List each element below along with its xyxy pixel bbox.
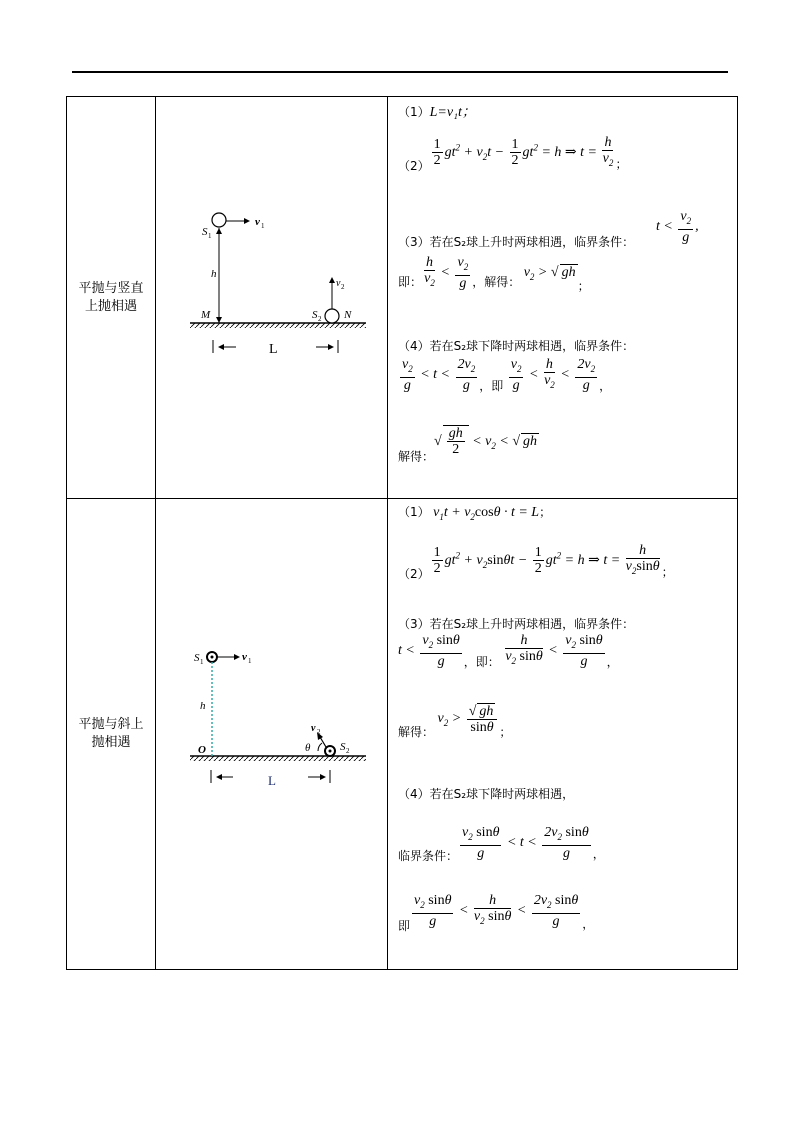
svg-text:1: 1 [208, 232, 212, 240]
arrow-right-icon [320, 774, 326, 780]
item-3: （3）若在S₂球上升时两球相遇，临界条件： [398, 235, 635, 249]
svg-text:1: 1 [200, 658, 204, 666]
formula-cell [388, 97, 738, 499]
arrow-v1-icon [244, 218, 250, 224]
svg-text:1: 1 [248, 657, 252, 665]
label-v2: v [336, 278, 341, 289]
label-l: L [268, 773, 276, 788]
label-s2: S [340, 741, 346, 753]
angle-arc [318, 743, 322, 751]
header-rule [72, 71, 728, 73]
row-label-cell [67, 97, 156, 499]
row-label: 平抛与斜上抛相遇 [78, 717, 144, 750]
table-row [67, 97, 738, 499]
diagram-horizontal-oblique [156, 499, 387, 965]
label-l: L [269, 342, 278, 357]
label-s1: S [194, 652, 200, 664]
arrow-left-icon [216, 774, 222, 780]
label-v2: v [311, 723, 316, 734]
arrow-v2-icon [329, 277, 335, 283]
arrow-right-icon [328, 344, 334, 350]
label-m: M [201, 309, 211, 321]
item-3-solution: 解得： $v_2$ > $\frac{√ gh}{\sin\theta}$ ； [398, 704, 512, 740]
figure-cell [156, 499, 388, 970]
label-h: h [200, 700, 206, 712]
label-v1: v [242, 651, 247, 663]
label-v1: v [255, 216, 260, 228]
svg-text:2: 2 [318, 315, 322, 323]
arrow-left-icon [218, 344, 224, 350]
item-2: （2） $\frac{1}{2}$ $gt^2 + v_2t$ − $\frac{1}{2}$ $gt^2 = h$ ⇒ t = $\frac{h}{v_2}$ ； [398, 135, 628, 174]
item-4: （4）若在S₂球下降时两球相遇， [398, 787, 575, 801]
svg-text:2: 2 [346, 747, 350, 755]
label-o: O [198, 744, 206, 756]
figure-cell [156, 97, 388, 499]
svg-text:2: 2 [341, 283, 345, 291]
item-3: （3）若在S₂球上升时两球相遇，临界条件： [398, 617, 635, 631]
label-s1: S [202, 226, 208, 238]
svg-text:2: 2 [317, 728, 321, 736]
svg-text:1: 1 [261, 222, 265, 230]
diagram-horizontal-vertical [156, 97, 387, 494]
row-label: 平抛与竖直上抛相遇 [78, 280, 144, 314]
item-3-cond: t < $\frac{v_2}{g}$ , [656, 209, 699, 245]
ball-s2 [325, 309, 339, 323]
label-n: N [344, 309, 352, 321]
item-3-cond: t < $\frac{v_2 \sin\theta}{g}$ ，即： $\frac{h}{v_2 \sin\theta}$ < $\frac{v_2 \sin\theta}{g}$ ， [398, 633, 619, 670]
item-4-cond: 临界条件： $\frac{v_2 \sin\theta}{g}$ < t < $\frac{2v_2 \sin\theta}{g}$ ， [398, 825, 605, 864]
label-s2: S [312, 309, 318, 321]
item-4: （4）若在S₂球下降时两球相遇，临界条件： [398, 339, 635, 353]
item-1: （1） $v_1t + v_2\cos\theta \cdot t = L$； [398, 505, 552, 522]
table-row [67, 499, 738, 970]
item-2: （2） $\frac{1}{2}$ $gt^2 + v_2\sin\theta t$ − $\frac{1}{2}$ $gt^2 = h$ ⇒ t = $\frac{h}{v_2\sin\theta}$ ； [398, 543, 674, 582]
ball-s1 [212, 213, 226, 227]
formula-cell [388, 499, 738, 970]
label-h: h [211, 268, 217, 280]
row-label-cell [67, 499, 156, 970]
label-theta: θ [305, 742, 311, 754]
item-1: （1）L=v₁t； [398, 105, 476, 120]
item-4-solution: 解得：√ $\frac{gh}{2}$ < $v_2$ < √ gh [398, 426, 538, 464]
arrow-v1-icon [234, 654, 240, 660]
item-3-solution: 即： $\frac{h}{v_2}$ < $\frac{v_2}{g}$ ，解得： $v_2$ > √ gh； [398, 255, 590, 294]
item-4-solution: 即 $\frac{v_2 \sin\theta}{g}$ < $\frac{h}{v_2 \sin\theta}$ < $\frac{2v_2 \sin\theta}{g}$ ， [398, 893, 595, 934]
item-4-cond: $\frac{v_2}{g}$ < t < $\frac{2v_2}{g}$ ，即 $\frac{v_2}{g}$ < $\frac{h}{v_2}$ < $\frac{2v_2}{g}$ ， [402, 357, 612, 394]
comparison-table [66, 96, 738, 970]
